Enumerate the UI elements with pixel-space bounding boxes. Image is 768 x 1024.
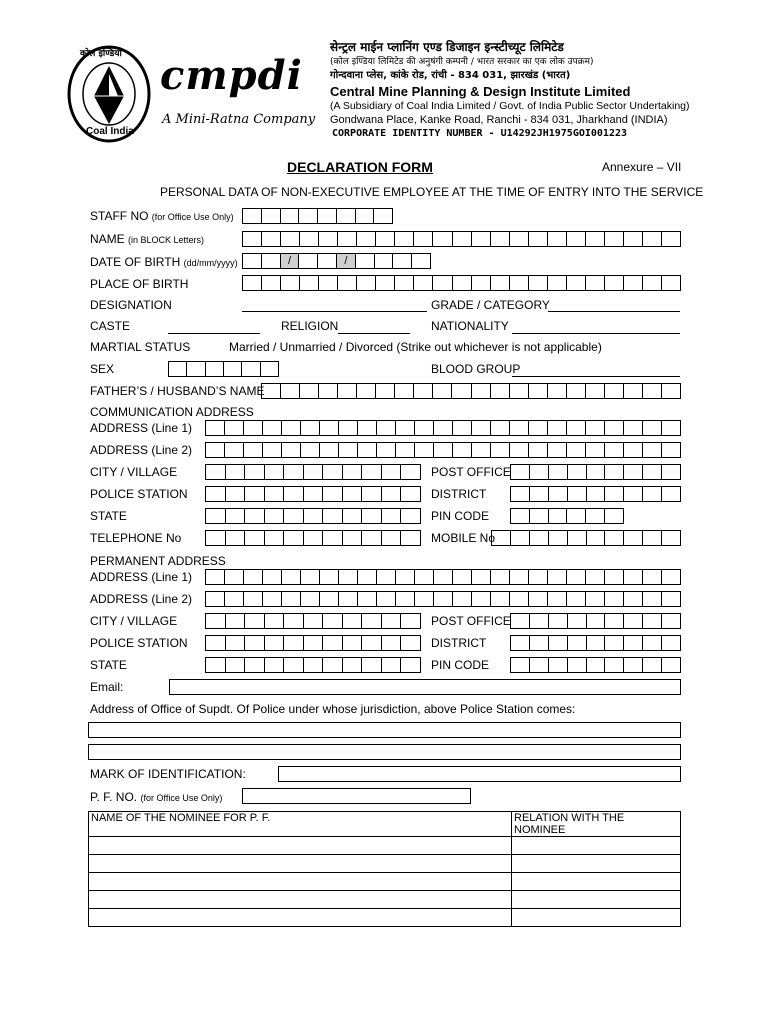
designation-label: DESIGNATION bbox=[90, 298, 172, 312]
comm-address-line2-boxes[interactable] bbox=[205, 442, 681, 458]
corporate-identity-number: CORPORATE IDENTITY NUMBER - U14292JH1975GOI001223 bbox=[332, 128, 628, 139]
permanent-address-heading: PERMANENT ADDRESS bbox=[90, 554, 226, 568]
religion-label: RELIGION bbox=[281, 319, 339, 333]
comm-state-label: STATE bbox=[90, 509, 127, 523]
company-subsidiary: (A Subsidiary of Coal India Limited / Govt. of India Public Sector Undertaking) bbox=[330, 100, 690, 112]
perm-police-station-label: POLICE STATION bbox=[90, 636, 188, 650]
police-office-address-label: Address of Office of Supdt. Of Police under whose jurisdiction, above Police Station comes: bbox=[90, 702, 576, 716]
name-label: NAME (in BLOCK Letters) bbox=[90, 232, 205, 246]
nominee-table bbox=[88, 811, 681, 927]
table-row[interactable] bbox=[89, 891, 681, 909]
table-row[interactable] bbox=[89, 837, 681, 855]
father-name-boxes[interactable] bbox=[261, 383, 681, 399]
mark-identification-label: MARK OF IDENTIFICATION: bbox=[90, 767, 246, 781]
designation-field[interactable] bbox=[242, 311, 427, 312]
comm-pin-code-boxes[interactable] bbox=[510, 508, 624, 524]
perm-address-line1-boxes[interactable] bbox=[205, 569, 681, 585]
caste-field[interactable] bbox=[168, 333, 260, 334]
telephone-boxes[interactable] bbox=[205, 530, 421, 546]
dob-label: DATE OF BIRTH (dd/mm/yyyy) bbox=[90, 255, 238, 269]
pf-no-field[interactable] bbox=[242, 788, 471, 804]
perm-district-boxes[interactable] bbox=[510, 635, 681, 651]
comm-district-label: DISTRICT bbox=[431, 487, 487, 501]
staff-no-boxes[interactable] bbox=[242, 208, 393, 224]
comm-address-line1-boxes[interactable] bbox=[205, 420, 681, 436]
grade-field[interactable] bbox=[548, 311, 680, 312]
company-address-hindi: गोन्दवाना प्लेस, कांके रोड, रांची - 834 031, झारखंड (भारत) bbox=[330, 70, 571, 81]
comm-address-line2-label: ADDRESS (Line 2) bbox=[90, 443, 193, 457]
nationality-label: NATIONALITY bbox=[431, 319, 509, 333]
mobile-label: MOBILE No bbox=[431, 531, 496, 545]
nominee-relation-header: RELATION WITH THE NOMINEE bbox=[512, 812, 681, 837]
table-row[interactable] bbox=[89, 873, 681, 891]
pf-no-label: P. F. NO. (for Office Use Only) bbox=[90, 790, 223, 804]
communication-address-heading: COMMUNICATION ADDRESS bbox=[90, 405, 254, 419]
perm-address-line1-label: ADDRESS (Line 1) bbox=[90, 570, 193, 584]
perm-address-line2-label: ADDRESS (Line 2) bbox=[90, 592, 193, 606]
comm-post-office-label: POST OFFICE bbox=[431, 465, 511, 479]
annexure-label: Annexure – VII bbox=[602, 160, 682, 174]
brand-name: cmpdi bbox=[160, 52, 303, 99]
perm-post-office-boxes[interactable] bbox=[510, 613, 681, 629]
perm-pin-code-boxes[interactable] bbox=[510, 657, 681, 673]
nominee-name-header: NAME OF THE NOMINEE FOR P. F. bbox=[89, 812, 512, 837]
comm-district-boxes[interactable] bbox=[510, 486, 681, 502]
email-label: Email: bbox=[90, 680, 124, 694]
telephone-label: TELEPHONE No bbox=[90, 531, 182, 545]
perm-police-station-boxes[interactable] bbox=[205, 635, 421, 651]
place-of-birth-boxes[interactable] bbox=[242, 275, 681, 291]
perm-post-office-label: POST OFFICE bbox=[431, 614, 511, 628]
marital-status-label: MARTIAL STATUS bbox=[90, 340, 191, 354]
brand-tagline: A Mini-Ratna Company bbox=[162, 112, 316, 127]
dob-boxes[interactable] bbox=[242, 253, 431, 269]
perm-state-boxes[interactable] bbox=[205, 657, 421, 673]
police-office-address-line1[interactable] bbox=[88, 722, 681, 738]
nominee-table-header bbox=[89, 812, 681, 837]
father-name-label: FATHER’S / HUSBAND’S NAME bbox=[90, 384, 265, 398]
blood-group-label: BLOOD GROUP bbox=[431, 362, 521, 376]
company-name: Central Mine Planning & Design Institute Limited bbox=[330, 84, 631, 99]
comm-pin-code-label: PIN CODE bbox=[431, 509, 490, 523]
comm-city-boxes[interactable] bbox=[205, 464, 421, 480]
mark-identification-field[interactable] bbox=[278, 766, 681, 782]
sex-label: SEX bbox=[90, 362, 115, 376]
table-row[interactable] bbox=[89, 855, 681, 873]
comm-police-station-label: POLICE STATION bbox=[90, 487, 188, 501]
caste-label: CASTE bbox=[90, 319, 131, 333]
comm-post-office-boxes[interactable] bbox=[510, 464, 681, 480]
grade-label: GRADE / CATEGORY bbox=[431, 298, 550, 312]
perm-address-line2-boxes[interactable] bbox=[205, 591, 681, 607]
form-subtitle: PERSONAL DATA OF NON-EXECUTIVE EMPLOYEE AT THE TIME OF ENTRY INTO THE SERVICE bbox=[160, 185, 704, 199]
place-of-birth-label: PLACE OF BIRTH bbox=[90, 277, 189, 291]
perm-state-label: STATE bbox=[90, 658, 127, 672]
company-name-hindi: सेन्ट्रल माईन प्लानिंग एण्ड डिजाइन इन्स्टीच्यूट लिमिटेड bbox=[330, 40, 564, 54]
name-boxes[interactable] bbox=[242, 231, 681, 247]
company-address: Gondwana Place, Kanke Road, Ranchi - 834 031, Jharkhand (INDIA) bbox=[330, 114, 668, 126]
comm-state-boxes[interactable] bbox=[205, 508, 421, 524]
perm-pin-code-label: PIN CODE bbox=[431, 658, 490, 672]
mobile-boxes[interactable] bbox=[491, 530, 681, 546]
comm-address-line1-label: ADDRESS (Line 1) bbox=[90, 421, 193, 435]
staff-no-label: STAFF NO (for Office Use Only) bbox=[90, 209, 234, 223]
email-field[interactable] bbox=[169, 679, 681, 695]
nationality-field[interactable] bbox=[512, 333, 680, 334]
logo-ring-hindi-text: कोल इण्डिया bbox=[80, 49, 122, 59]
perm-district-label: DISTRICT bbox=[431, 636, 487, 650]
form-title: DECLARATION FORM bbox=[287, 159, 433, 175]
table-row[interactable] bbox=[89, 909, 681, 927]
police-office-address-line2[interactable] bbox=[88, 744, 681, 760]
perm-city-boxes[interactable] bbox=[205, 613, 421, 629]
sex-boxes[interactable] bbox=[168, 361, 279, 377]
logo-ring-english-text: Coal India bbox=[86, 126, 134, 137]
company-subsidiary-hindi: (कोल इण्डिया लिमिटेड की अनुषंगी कम्पनी / भारत सरकार का एक लोक उपक्रम) bbox=[330, 57, 594, 67]
comm-city-label: CITY / VILLAGE bbox=[90, 465, 178, 479]
comm-police-station-boxes[interactable] bbox=[205, 486, 421, 502]
perm-city-label: CITY / VILLAGE bbox=[90, 614, 178, 628]
blood-group-field[interactable] bbox=[512, 376, 680, 377]
marital-status-options[interactable]: Married / Unmarried / Divorced (Strike out whichever is not applicable) bbox=[229, 340, 602, 354]
religion-field[interactable] bbox=[338, 333, 410, 334]
